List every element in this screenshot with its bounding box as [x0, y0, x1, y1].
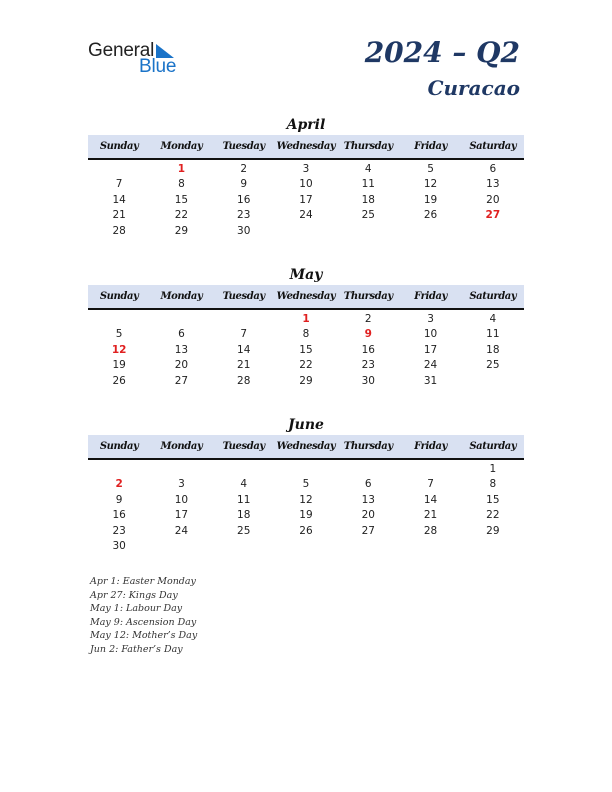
weekday-label: Tuesday — [222, 141, 265, 152]
week-row — [88, 508, 524, 523]
week-row — [88, 358, 524, 373]
date-cell: 10 — [423, 328, 438, 341]
weekday-label: Tuesday — [222, 291, 265, 302]
date-cell: 5 — [427, 163, 434, 175]
date-cell: 3 — [178, 478, 185, 491]
date-cell — [150, 312, 212, 327]
week-row — [88, 524, 524, 539]
date-cell: 18 — [361, 193, 375, 206]
date-cell: 23 — [112, 524, 126, 537]
date-cell: 29 — [299, 374, 313, 387]
holiday-date-cell: 12 — [111, 343, 127, 356]
date-cell: 1 — [489, 463, 497, 475]
date-cell: 21 — [112, 209, 126, 222]
date-cell: 12 — [299, 493, 313, 506]
page-title: 2024 – Q2 — [364, 36, 520, 69]
holiday-date-cell: 2 — [115, 478, 123, 491]
date-cell: 29 — [486, 524, 500, 537]
date-cell: 11 — [486, 328, 500, 341]
date-cell: 16 — [361, 343, 375, 356]
date-cell: 9 — [115, 493, 123, 506]
date-cell: 8 — [489, 478, 497, 491]
date-cell — [337, 224, 399, 239]
week-row — [88, 193, 524, 208]
date-cell: 22 — [174, 209, 189, 222]
weekday-label: Monday — [160, 141, 203, 152]
date-cell — [88, 312, 150, 327]
date-cell: 2 — [240, 163, 248, 175]
date-cell: 6 — [489, 163, 497, 175]
week-row — [88, 493, 524, 508]
date-cell: 13 — [486, 178, 500, 191]
month-name: April — [286, 117, 326, 133]
date-cell: 24 — [423, 359, 438, 372]
week-row — [88, 327, 524, 342]
date-cell: 18 — [486, 343, 500, 356]
date-cell — [150, 539, 212, 554]
date-cell: 4 — [489, 313, 497, 325]
date-cell — [399, 224, 461, 239]
weekday-label: Wednesday — [276, 291, 336, 302]
weekday-label: Wednesday — [276, 441, 336, 452]
date-cell — [213, 539, 275, 554]
date-cell: 31 — [423, 374, 438, 387]
weekday-header-row — [88, 135, 524, 160]
date-cell: 20 — [486, 193, 500, 206]
date-cell: 27 — [361, 524, 375, 537]
date-cell: 19 — [423, 193, 438, 206]
date-cell — [275, 539, 337, 554]
date-cell: 17 — [299, 193, 313, 206]
date-cell: 15 — [174, 193, 189, 206]
weekday-label: Saturday — [469, 441, 517, 452]
date-cell — [399, 462, 461, 477]
weekday-label: Tuesday — [222, 441, 265, 452]
date-cell: 14 — [112, 193, 126, 206]
date-cell: 11 — [361, 178, 375, 191]
holiday-note: Apr 27: Kings Day — [90, 589, 178, 601]
weekday-label: Friday — [414, 291, 447, 302]
weekday-label: Sunday — [99, 441, 139, 452]
month-calendar-june — [88, 415, 524, 554]
date-cell: 6 — [364, 478, 372, 491]
holiday-note: May 12: Mother’s Day — [90, 630, 198, 642]
date-cell: 25 — [486, 359, 500, 372]
weekday-label: Friday — [414, 441, 447, 452]
date-cell: 8 — [302, 328, 310, 341]
date-cell: 3 — [302, 163, 310, 175]
date-cell: 30 — [361, 374, 375, 387]
date-cell — [275, 224, 337, 239]
date-cell — [462, 374, 524, 389]
date-cell: 11 — [237, 493, 251, 506]
date-cell — [337, 462, 399, 477]
weekday-label: Monday — [160, 441, 203, 452]
date-cell: 2 — [364, 313, 372, 325]
logo-word-blue: Blue — [139, 56, 177, 77]
date-cell: 19 — [112, 359, 126, 372]
logo-word-general: General — [88, 40, 155, 61]
date-cell — [275, 462, 337, 477]
date-cell: 27 — [174, 374, 189, 387]
weekday-label: Friday — [414, 141, 447, 152]
date-cell: 28 — [112, 224, 126, 237]
month-name: May — [289, 267, 323, 283]
date-cell: 17 — [174, 509, 189, 522]
date-cell — [337, 539, 399, 554]
date-cell: 6 — [178, 328, 185, 341]
week-row — [88, 343, 524, 358]
date-cell: 16 — [112, 509, 126, 522]
month-calendar-april — [88, 115, 524, 239]
date-cell: 26 — [299, 524, 313, 537]
weekday-label: Sunday — [99, 141, 139, 152]
weekday-label: Monday — [160, 291, 203, 302]
date-cell: 12 — [423, 178, 438, 191]
week-row — [88, 539, 524, 554]
date-cell: 28 — [237, 374, 251, 387]
date-cell: 22 — [486, 509, 500, 522]
holiday-note: Apr 1: Easter Monday — [90, 576, 196, 587]
week-row — [88, 477, 524, 492]
holiday-note: May 9: Ascension Day — [90, 616, 197, 628]
date-cell: 4 — [364, 163, 372, 175]
weekday-label: Thursday — [343, 441, 393, 452]
weekday-header-row — [88, 285, 524, 310]
holiday-note: Jun 2: Father’s Day — [90, 643, 183, 655]
date-cell: 28 — [423, 524, 438, 537]
date-cell: 18 — [237, 509, 251, 522]
date-cell: 14 — [423, 493, 438, 506]
week-row — [88, 224, 524, 239]
date-cell: 10 — [174, 493, 189, 506]
date-cell: 15 — [486, 493, 500, 506]
date-cell: 7 — [427, 478, 434, 491]
holiday-date-cell: 27 — [485, 209, 501, 222]
date-cell: 30 — [112, 539, 126, 552]
date-cell — [150, 462, 212, 477]
week-row — [88, 374, 524, 389]
weekday-label: Thursday — [343, 141, 393, 152]
holiday-note: May 1: Labour Day — [90, 603, 183, 615]
month-name: June — [288, 417, 324, 433]
date-cell — [399, 539, 461, 554]
date-cell: 24 — [174, 524, 189, 537]
date-cell: 21 — [423, 509, 438, 522]
date-cell: 22 — [299, 359, 313, 372]
date-cell: 3 — [427, 313, 434, 325]
date-cell: 8 — [178, 178, 185, 191]
date-cell: 25 — [361, 209, 375, 222]
date-cell — [462, 539, 524, 554]
date-cell: 16 — [237, 193, 251, 206]
week-row — [88, 177, 524, 192]
date-cell: 23 — [361, 359, 375, 372]
date-cell: 19 — [299, 509, 313, 522]
weekday-header-row — [88, 435, 524, 460]
date-cell: 7 — [115, 178, 123, 191]
date-cell: 26 — [423, 209, 438, 222]
holiday-list — [90, 575, 197, 657]
month-calendar-may — [88, 265, 524, 389]
date-cell: 23 — [237, 209, 251, 222]
date-cell: 5 — [302, 478, 310, 491]
date-cell: 13 — [361, 493, 375, 506]
date-cell: 7 — [240, 328, 248, 341]
weekday-label: Sunday — [99, 291, 139, 302]
holiday-date-cell: 1 — [177, 163, 186, 175]
date-cell — [88, 462, 150, 477]
week-row — [88, 208, 524, 223]
date-cell: 4 — [240, 478, 248, 491]
date-cell: 17 — [423, 343, 438, 356]
holiday-date-cell: 9 — [364, 328, 372, 341]
weekday-label: Thursday — [343, 291, 393, 302]
date-cell: 14 — [237, 343, 251, 356]
date-cell: 15 — [299, 343, 313, 356]
holiday-date-cell: 1 — [302, 313, 310, 325]
date-cell: 13 — [174, 343, 189, 356]
date-cell — [88, 162, 150, 177]
date-cell: 20 — [174, 359, 189, 372]
week-row — [88, 312, 524, 327]
generalblue-logo — [88, 40, 188, 80]
date-cell: 25 — [237, 524, 251, 537]
date-cell: 24 — [299, 209, 313, 222]
weekday-label: Saturday — [469, 141, 517, 152]
date-cell: 30 — [237, 224, 251, 237]
weekday-label: Saturday — [469, 291, 517, 302]
week-row — [88, 462, 524, 477]
date-cell — [462, 224, 524, 239]
date-cell: 29 — [174, 224, 189, 237]
weekday-label: Wednesday — [276, 141, 336, 152]
date-cell: 10 — [299, 178, 313, 191]
week-row — [88, 162, 524, 177]
date-cell: 9 — [240, 178, 248, 191]
date-cell: 21 — [237, 359, 251, 372]
country-subtitle: Curacao — [427, 76, 520, 100]
date-cell: 26 — [112, 374, 126, 387]
date-cell: 5 — [115, 328, 123, 341]
date-cell — [213, 462, 275, 477]
date-cell — [213, 312, 275, 327]
date-cell: 20 — [361, 509, 375, 522]
